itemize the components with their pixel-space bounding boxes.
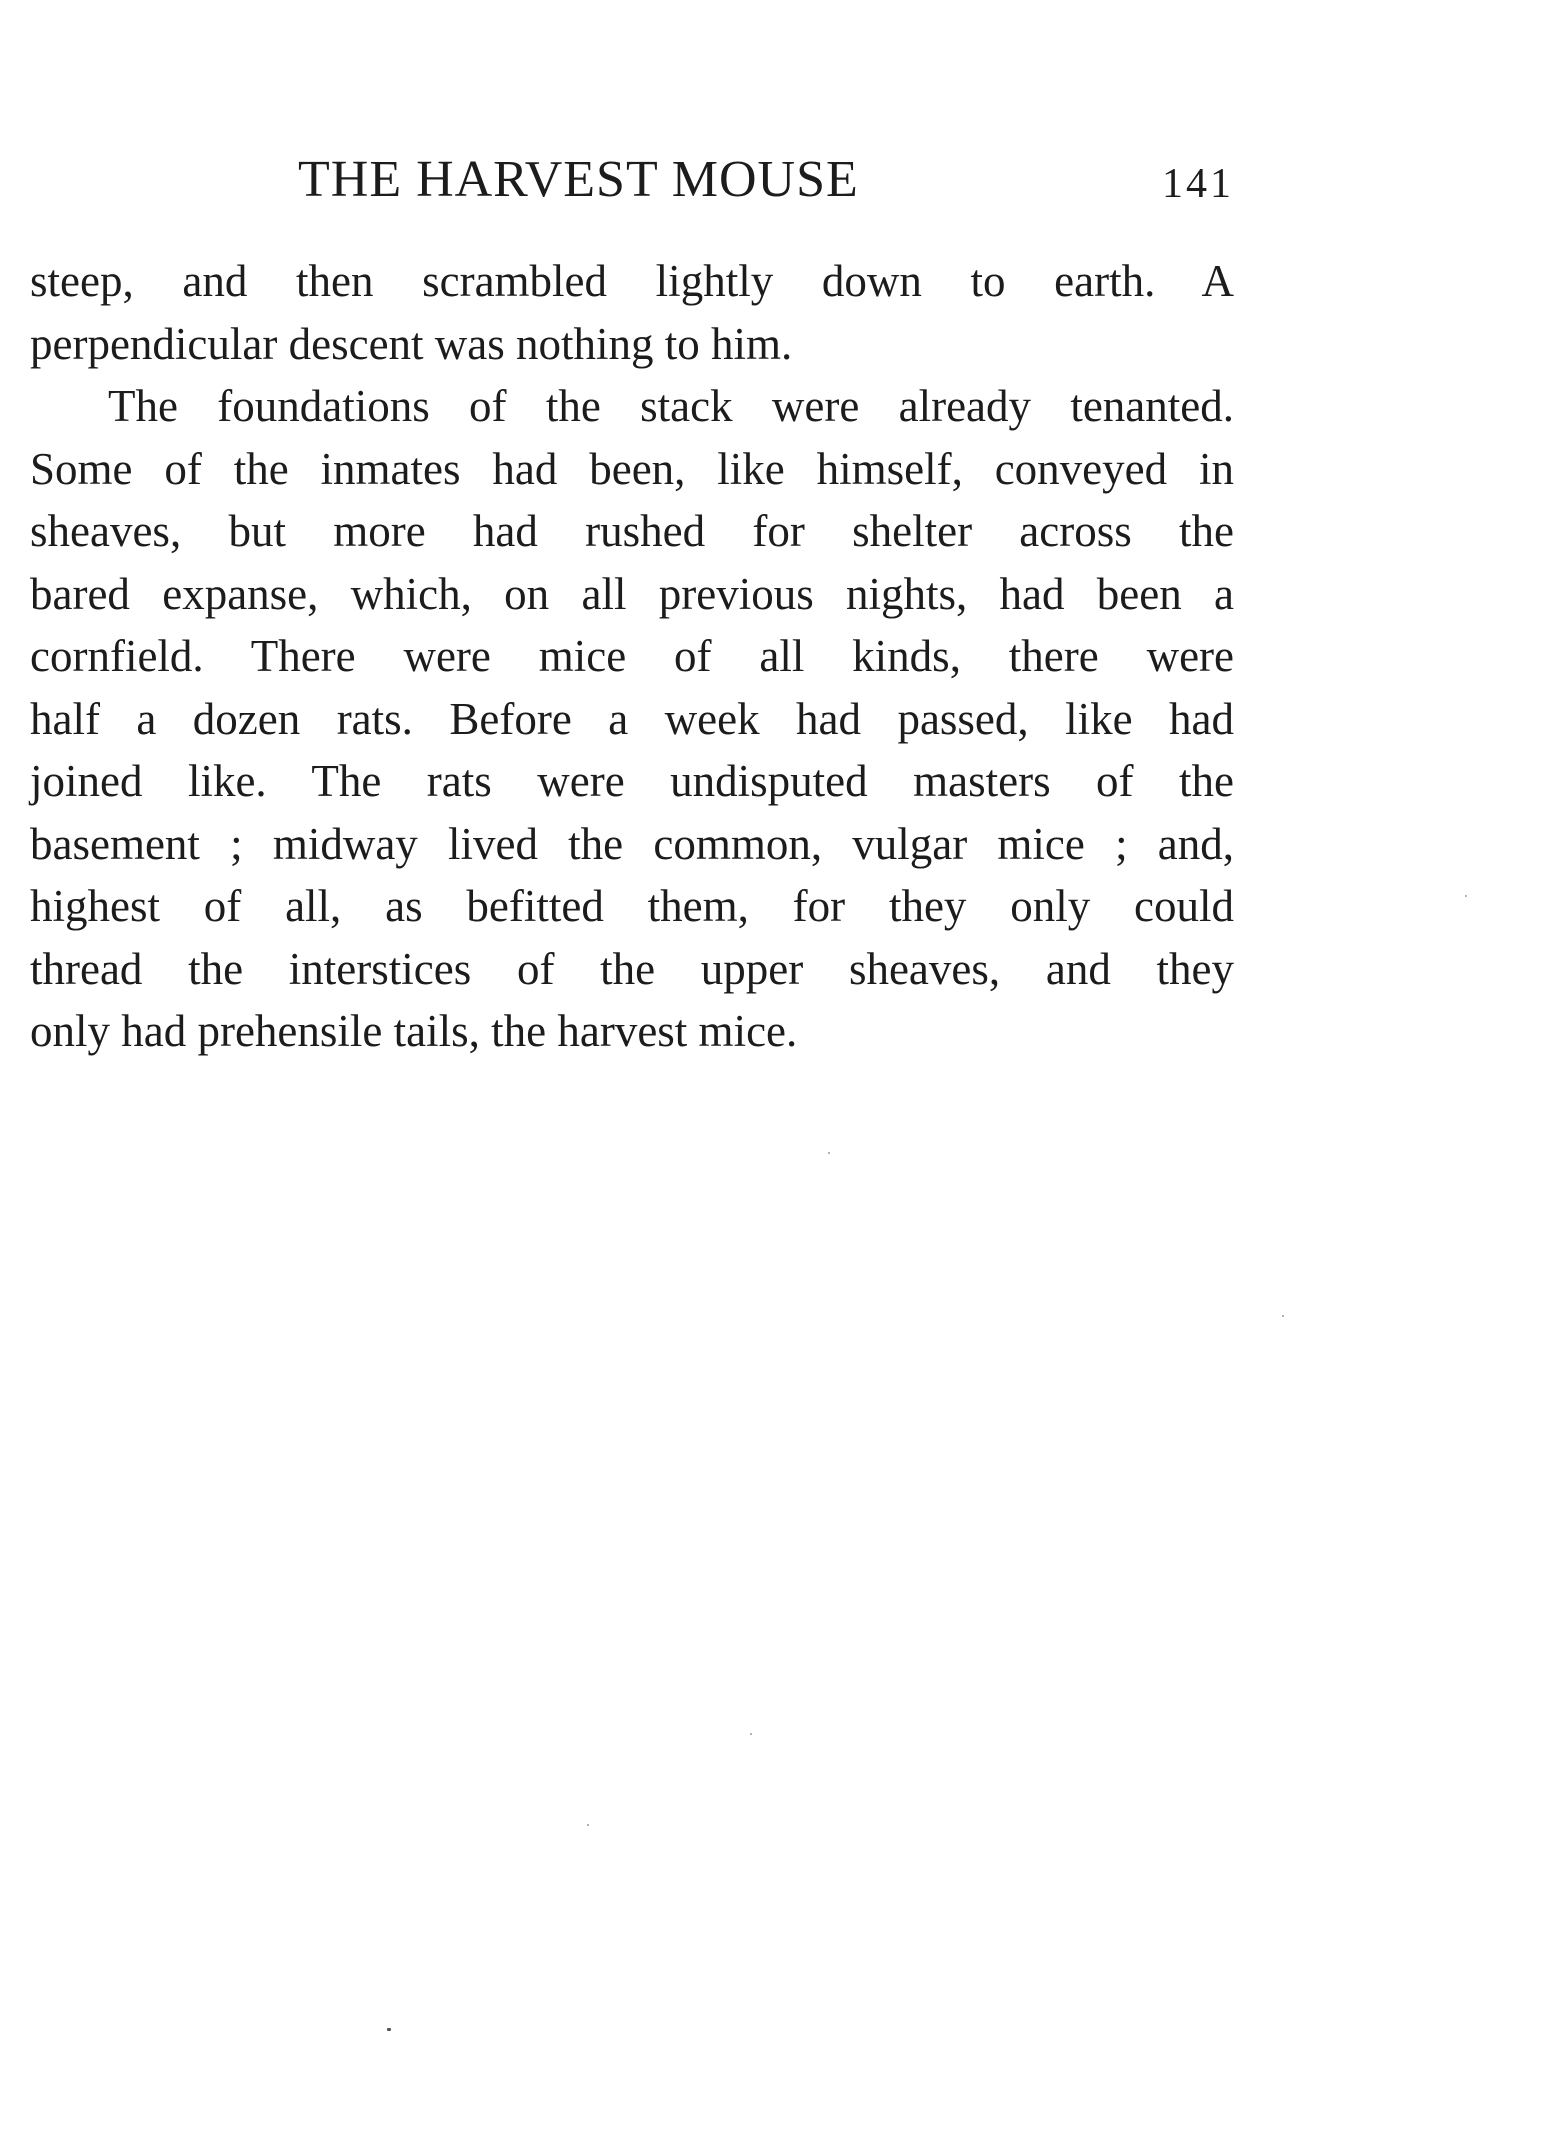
scan-speck — [750, 1733, 752, 1735]
body-text — [30, 250, 1234, 1063]
scan-speck — [1465, 895, 1467, 897]
text-line: Some of the inmates had been, like himself, conveyed in — [30, 443, 1234, 494]
text-line: perpendicular descent was nothing to him. — [30, 318, 793, 369]
text-line: basement ; midway lived the common, vulgar mice ; and, — [30, 818, 1234, 869]
text-line: joined like. The rats were undisputed masters of the — [30, 756, 1234, 806]
text-line: steep, and then scrambled lightly down to earth. A — [30, 256, 1234, 306]
scan-speck — [828, 1152, 830, 1154]
scan-speck — [587, 1824, 589, 1826]
scan-speck — [387, 2028, 391, 2031]
scan-speck — [1282, 1315, 1284, 1317]
text-line: sheaves, but more had rushed for shelter across the — [30, 506, 1234, 556]
running-head — [30, 150, 1234, 210]
page-number: 141 — [1162, 161, 1234, 207]
text-line: bared expanse, which, on all previous nights, had been a — [30, 568, 1234, 619]
running-title: THE HARVEST MOUSE — [298, 151, 859, 208]
book-page — [30, 0, 1234, 2154]
text-line: cornfield. There were mice of all kinds, there were — [30, 631, 1234, 681]
text-line: The foundations of the stack were already tenanted. — [108, 381, 1234, 431]
text-line: half a dozen rats. Before a week had passed, like had — [30, 693, 1234, 744]
text-line: highest of all, as befitted them, for they only could — [30, 881, 1234, 931]
text-line: thread the interstices of the upper sheaves, and they — [30, 943, 1234, 994]
text-line: only had prehensile tails, the harvest mice. — [30, 1006, 798, 1056]
